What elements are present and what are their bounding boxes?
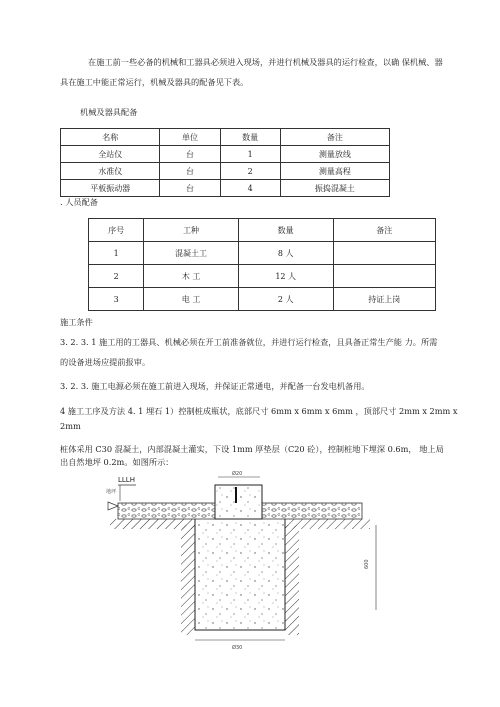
dim-bottom-label: Ø30 (232, 645, 243, 651)
intro-line-1: 在施工前一些必备的机械和工器具必须进入现场，并进行机械及器具的运行检查，以确 保机械、器 (88, 57, 443, 67)
table-header-cell: 备注 (333, 219, 436, 242)
table-cell: 2 人 (238, 288, 333, 311)
table-row (89, 242, 436, 265)
table-cell: 4 (220, 180, 280, 197)
table-cell: 8 人 (238, 242, 333, 265)
table-cell: 1 (89, 242, 144, 265)
table-cell: 2 (220, 163, 280, 180)
table-header-cell: 序号 (89, 219, 144, 242)
table-cell: 2 (89, 265, 144, 288)
table-cell: 3 (89, 288, 144, 311)
table-cell: 测量放线 (280, 146, 389, 163)
gravel-layer-right (262, 503, 362, 519)
table-cell: 水准仪 (61, 163, 160, 180)
procedure-line-3: 桩体采用 C30 混凝土，内部混凝土灌实，下设 1mm 厚垫层（C20 砼），控制桩地下埋深 0.6m， 地上局 (60, 444, 444, 454)
ground-hatch-left-wall (181, 525, 195, 635)
machine-heading: 机械及器具配备 (80, 107, 138, 117)
table-header-cell: 数量 (238, 219, 333, 242)
table-header-cell: 数量 (220, 129, 280, 146)
table-cell: 1 (220, 146, 280, 163)
table-cell: 全站仪 (61, 146, 160, 163)
table-cell (333, 242, 436, 265)
table-cell: 混凝土工 (144, 242, 239, 265)
table-cell: 台 (160, 163, 220, 180)
dim-right-label: 600 (364, 559, 370, 569)
table-header-cell: 单位 (160, 129, 220, 146)
conditions-heading: 施工条件 (60, 317, 93, 327)
pit-outline (195, 519, 285, 630)
table-row (61, 146, 390, 163)
table-cell: 平板振动器 (61, 180, 160, 197)
gravel-layer-left (118, 503, 215, 519)
table-header-cell: 工种 (144, 219, 239, 242)
figure-label-side: 地坪 (106, 489, 117, 495)
table-cell: 测量高程 (280, 163, 389, 180)
table-row (89, 265, 436, 288)
table-row (61, 180, 390, 197)
table-cell (333, 265, 436, 288)
control-pile-diagram (0, 465, 500, 665)
table-cell: 台 (160, 146, 220, 163)
table-cell: 持证上岗 (333, 288, 436, 311)
pile-top (215, 485, 262, 519)
intro-line-2: 具在施工中能正常运行，机械及器具的配备见下表。 (60, 77, 249, 87)
personnel-heading: . 人员配备 (60, 197, 98, 207)
conditions-p1-line-2: 的设备进场应提前报审。 (60, 357, 151, 367)
figure-label-top-left: LLLH (118, 476, 135, 484)
table-cell: 电 工 (144, 288, 239, 311)
personnel-table (88, 218, 436, 311)
table-row (61, 163, 390, 180)
table-header-row (61, 129, 390, 146)
table-cell: 台 (160, 180, 220, 197)
ground-hatch-right-wall (285, 525, 299, 635)
procedure-line-4: 出自然地坪 0.2m。如图所示： (60, 457, 174, 467)
dim-top-label: Ø20 (232, 471, 243, 477)
table-cell: 振捣混凝土 (280, 180, 389, 197)
table-header-cell: 名称 (61, 129, 160, 146)
conditions-p1-line-1: 3. 2. 3. 1 施工用的工器具、机械必须在开工前准备就位，并进行运行检查，且具备正常生产能 力。所需 (60, 337, 438, 347)
table-cell: 12 人 (238, 265, 333, 288)
conditions-p2: 3. 2. 3. 施工电源必须在施工前进入现场，并保证正常通电，并配备一台发电机备用。 (60, 381, 370, 391)
table-cell: 木 工 (144, 265, 239, 288)
table-row (89, 288, 436, 311)
ground-arrow-icon (108, 502, 118, 510)
table-header-cell: 备注 (280, 129, 389, 146)
procedure-line-1: 4 施工工序及方法 4. 1 埋石 1）控制桩成瓶状，底部尺寸 6mm x 6mm x 6mm ，顶部尺寸 2mm x 2mm x (60, 406, 458, 416)
procedure-line-2: 2mm (60, 421, 81, 431)
table-header-row (89, 219, 436, 242)
machine-table (60, 128, 390, 197)
